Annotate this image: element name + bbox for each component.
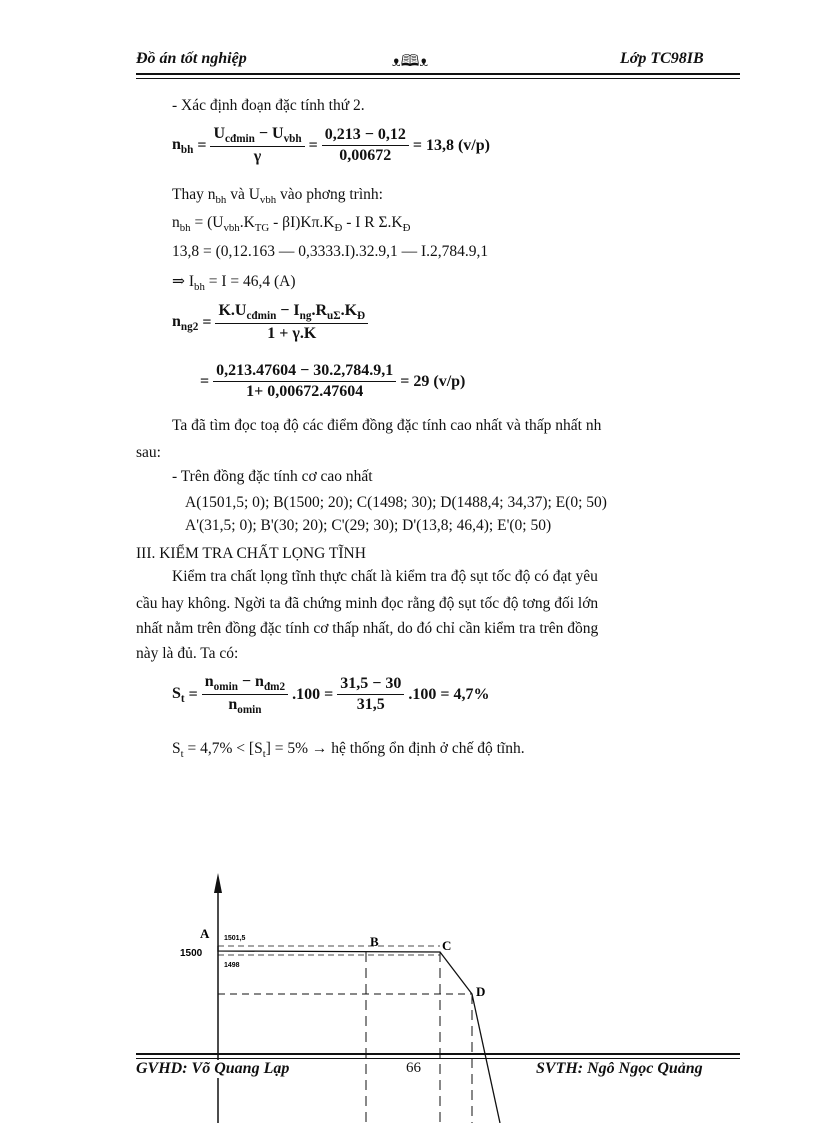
line-substitution: 13,8 = (0,12.163 — 0,3333.I).32.9,1 — I.2,784.9,1 [172, 243, 489, 260]
line-ibh: ⇒ $I_{bh} = I = 46,4$ (A) [172, 273, 296, 294]
line-xac-dinh: - Xác định đoạn đặc tính thứ 2. [172, 97, 365, 114]
tick-1501-5: 1501,5 [224, 935, 246, 942]
footer-rule-thick [136, 1053, 740, 1055]
tick-1498: 1498 [224, 962, 240, 969]
section-heading: III. KIỂM TRA CHẤT LỌNG TĨNH [136, 545, 366, 562]
tick-1500: 1500 [180, 948, 203, 959]
point-b-label: B [370, 934, 379, 949]
para-kiem-tra-l1: Kiểm tra chất lọng tĩnh thực chất là kiểm tra độ sụt tốc độ có đạt yêu [172, 568, 598, 585]
line-thay: Thay $n_{bh}$ và $U_{vbh}$ vào phơng trình: [172, 186, 383, 207]
point-a-label: A [200, 926, 210, 941]
footer-left: GVHD: Võ Quang Lạp [136, 1060, 290, 1077]
point-c-label: C [442, 938, 452, 953]
line-nbh-formula: $n_{bh} = (U_{vbh}.K_{TG} - \beta I)K\pi.K_Đ - I$ R $\Sigma.K_Đ$ [172, 214, 411, 235]
line-conclusion: $S_t = 4,7\% < [S_t] = 5\%$ → hệ thống ổn định ở chế độ tĩnh. [172, 740, 525, 761]
page-number: 66 [406, 1060, 421, 1076]
line-dac-tinh-cao: - Trên đồng đặc tính cơ cao nhất [172, 468, 373, 485]
line-points-a-e: A(1501,5; 0); B(1500; 20); C(1498; 30); D(1488,4; 34,37); E(0; 50) [185, 494, 607, 511]
para-kiem-tra-l4: này là đủ. Ta có: [136, 645, 239, 662]
para-kiem-tra-l3: nhất nằm trên đồng đặc tính cơ thấp nhất, do đó chỉ cần kiểm tra trên đồng [136, 620, 599, 637]
header-left: Đồ án tốt nghiệp [136, 50, 247, 67]
header-ornament: ᴥ🕮ᴥ [392, 53, 429, 70]
para-toa-do-l1: Ta đã tìm đọc toạ độ các điểm đồng đặc tính cao nhất và thấp nhất nh [172, 417, 602, 434]
equation-nng2-value: = $\frac{0,213.47604 - 30.2,784.9,1}{1+ 0,00672.47604}$ = 29 (v/p) [200, 362, 466, 400]
point-d-label: D [476, 984, 486, 999]
header-right: Lớp TC98IB [620, 50, 704, 67]
para-toa-do-l2: sau: [136, 444, 161, 461]
equation-nng2: $n_{ng2}$ = $\frac{K.U_{cđmin} - I_{ng}.R_{u\Sigma}.K_Đ}{1 + \gamma.K}$ [172, 302, 368, 343]
line-points-a-e-prime: A'(31,5; 0); B'(30; 20); C'(29; 30); D'(13,8; 46,4); E'(0; 50) [185, 517, 552, 534]
footer-rule-thin [136, 1058, 740, 1059]
para-kiem-tra-l2: cầu hay không. Ngời ta đã chứng minh đọc rằng độ sụt tốc độ tơng đối lớn [136, 595, 599, 612]
footer-right: SVTH: Ngô Ngọc Quảng [536, 1060, 703, 1077]
y-axis-arrow [214, 873, 222, 893]
characteristic-curve [218, 946, 500, 1123]
equation-st: $S_t$ = $\frac{n_{omin} - n_{đm2}}{n_{omin}}$ .100 = $\frac{31,5 - 30}{31,5}$ .100 = 4,7% [172, 673, 490, 717]
equation-nbh: $n_{bh}$ = $\frac{U_{cđmin} - U_{vbh}}{\gamma}$ = $\frac{0,213 - 0,12}{0,00672}$ = 13,8 (v/p) [172, 125, 490, 166]
